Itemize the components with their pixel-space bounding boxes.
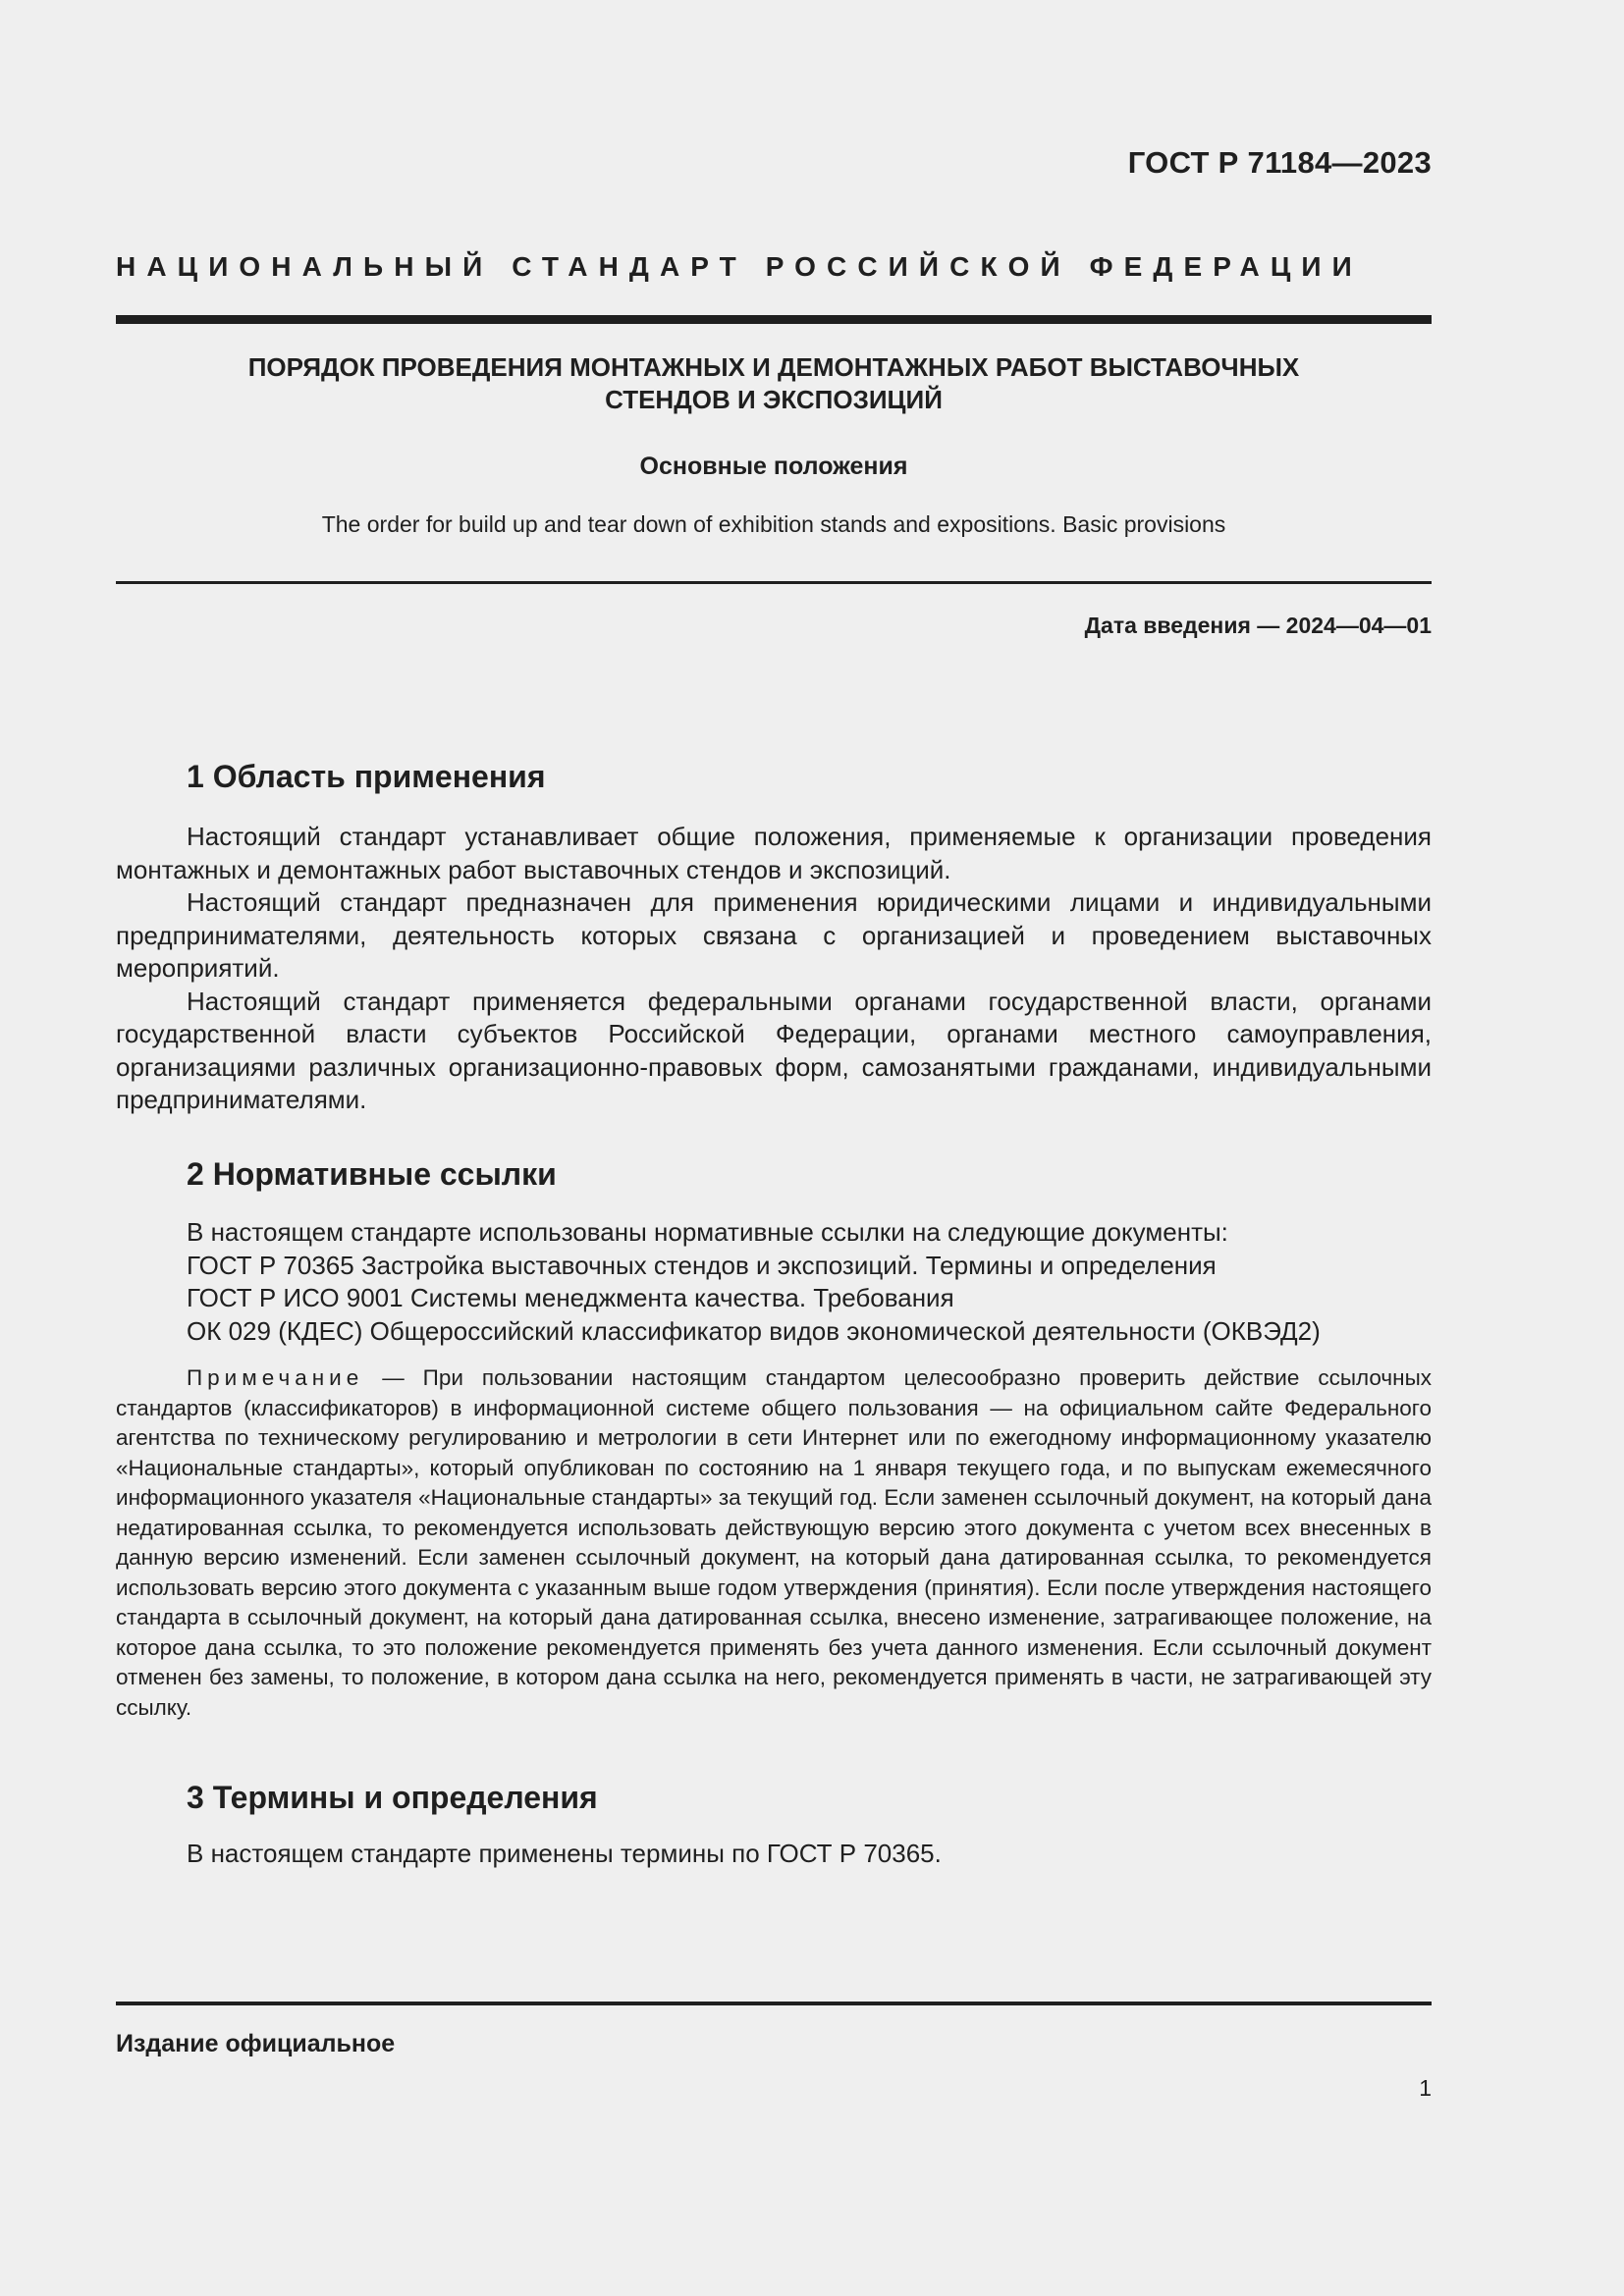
page-number: 1 [1419, 2075, 1432, 2101]
document-subtitle: Основные положения [639, 453, 908, 480]
note-text: — При пользовании настоящим стандартом целесообразно проверить действие ссылочных стандартов (классификаторов) в информационной системе общего пользования — на официальном сайте Федерального агентства по техническому регулированию и метрологии в сети Интернет или по ежегодному информационному указателю «Национальные стандарты», который опубликован по состоянию на 1 января текущего года, и по выпускам ежемесячного информационного указателя «Национальные стандарты» за текущий год. Если заменен ссылочный документ, на который дана недатированная ссылка, то рекомендуется использовать действующую версию этого документа с учетом всех внесенных в данную версию изменений. Если заменен ссылочный документ, на который дана датированная ссылка, то рекомендуется использовать версию этого документа с указанным выше годом утверждения (принятия). Если после утверждения настоящего стандарта в ссылочный документ, на который дана датированная ссылка, внесено изменение, затрагивающее положение, на которое дана ссылка, то это положение рекомендуется применять без учета данного изменения. Если ссылочный документ отменен без замены, то положение, в котором дана ссылка на него, рекомендуется применять в части, не затрагивающей эту ссылку. [116, 1365, 1432, 1720]
section-1-paragraph: Настоящий стандарт устанавливает общие положения, применяемые к организации проведения монтажных и демонтажных работ выставочных стендов и экспозиций. [116, 822, 1432, 884]
reference-item: ГОСТ Р ИСО 9001 Системы менеджмента качества. Требования [187, 1283, 954, 1312]
english-title: The order for build up and tear down of exhibition stands and expositions. Basic provisions [321, 511, 1226, 537]
references-intro: В настоящем стандарте использованы нормативные ссылки на следующие документы: [187, 1217, 1228, 1247]
document-title [116, 351, 1432, 416]
section-2-heading: 2 Нормативные ссылки [187, 1156, 557, 1192]
title-line-2: СТЕНДОВ И ЭКСПОЗИЦИЙ [605, 385, 943, 414]
reference-item: ГОСТ Р 70365 Застройка выставочных стендов и экспозиций. Термины и определения [187, 1250, 1217, 1280]
normative-references [187, 1216, 1432, 1348]
gost-id: ГОСТ Р 71184—2023 [1127, 145, 1432, 180]
section-1-paragraph: Настоящий стандарт предназначен для применения юридическими лицами и индивидуальными предпринимателями, деятельность которых связана с организацией и проведением выставочных мероприятий. [116, 887, 1432, 983]
title-line-1: ПОРЯДОК ПРОВЕДЕНИЯ МОНТАЖНЫХ И ДЕМОНТАЖНЫХ РАБОТ ВЫСТАВОЧНЫХ [247, 352, 1300, 382]
header-rule [116, 315, 1432, 324]
title-rule [116, 581, 1432, 584]
introduction-date: Дата введения — 2024—04—01 [1084, 613, 1432, 638]
section-3-heading: 3 Термины и определения [187, 1780, 598, 1815]
reference-item: ОК 029 (КДЕС) Общероссийский классификатор видов экономической деятельности (ОКВЭД2) [187, 1315, 1321, 1346]
footer-rule [116, 2002, 1432, 2005]
document-page [116, 0, 1432, 2296]
references-note [116, 1363, 1432, 1723]
section-1-body [116, 821, 1432, 1117]
section-1-heading: 1 Область применения [187, 759, 546, 794]
section-1-paragraph: Настоящий стандарт применяется федеральными органами государственной власти, органами государственной власти субъектов Российской Федерации, органами местного самоуправления, организациями различных организационно-правовых форм, самозанятыми гражданами, индивидуальными предпринимателями. [116, 986, 1432, 1114]
note-label: Примечание [187, 1365, 364, 1390]
section-3-body [116, 1838, 1432, 1871]
section-3-paragraph: В настоящем стандарте применены термины по ГОСТ Р 70365. [187, 1839, 942, 1868]
official-edition-label: Издание официальное [116, 2030, 396, 2057]
national-standard-banner: НАЦИОНАЛЬНЫЙ СТАНДАРТ РОССИЙСКОЙ ФЕДЕРАЦИИ [116, 251, 1363, 282]
